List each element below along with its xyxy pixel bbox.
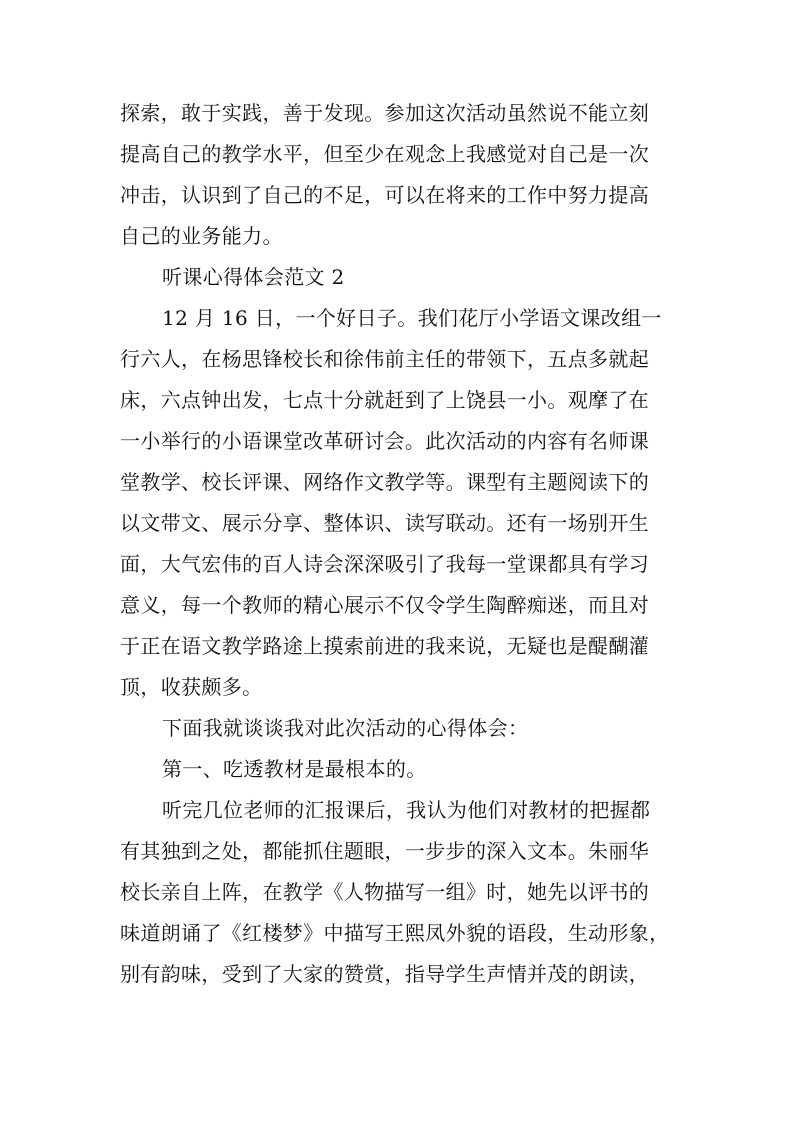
text-line: 床，六点钟出发，七点十分就赶到了上饶县一小。观摩了在	[120, 388, 650, 412]
text-line: 探索，敢于实践，善于发现。参加这次活动虽然说不能立刻	[120, 101, 650, 125]
document-body	[120, 93, 680, 995]
text-line: 意义，每一个教师的精心展示不仅令学生陶醉痴迷，而且对	[120, 593, 650, 617]
text-line: 别有韵味，受到了大家的赞赏，指导学生声情并茂的朗读，	[120, 962, 650, 986]
text-line: 有其独到之处，都能抓住题眼，一步步的深入文本。朱丽华	[120, 839, 650, 863]
text-line: 顶，收获颇多。	[120, 675, 263, 699]
text-line: 提高自己的教学水平，但至少在观念上我感觉对自己是一次	[120, 142, 650, 166]
text-line: 一小举行的小语课堂改革研讨会。此次活动的内容有名师课	[120, 429, 650, 453]
text-line: 冲击，认识到了自己的不足，可以在将来的工作中努力提高	[120, 183, 650, 207]
text-line: 下面我就谈谈我对此次活动的心得体会：	[162, 716, 529, 740]
subheading: 第一、吃透教材是最根本的。	[162, 757, 427, 781]
text-line: 面，大气宏伟的百人诗会深深吸引了我每一堂课都具有学习	[120, 552, 650, 576]
text-line: 以文带文、展示分享、整体识、读写联动。还有一场别开生	[120, 511, 650, 535]
section-heading: 听课心得体会范文 2	[162, 265, 345, 289]
text-line: 行六人，在杨思锋校长和徐伟前主任的带领下，五点多就起	[120, 347, 650, 371]
text-line: 堂教学、校长评课、网络作文教学等。课型有主题阅读下的	[120, 470, 650, 494]
text-line: 自己的业务能力。	[120, 224, 283, 248]
text-line: 听完几位老师的汇报课后，我认为他们对教材的把握都	[162, 798, 651, 822]
text-line: 12 月 16 日，一个好日子。我们花厅小学语文课改组一	[162, 306, 662, 330]
text-line: 味道朗诵了《红楼梦》中描写王熙凤外貌的语段，生动形象，	[120, 921, 670, 945]
text-line: 校长亲自上阵，在教学《人物描写一组》时，她先以评书的	[120, 880, 650, 904]
text-line: 于正在语文教学路途上摸索前进的我来说，无疑也是醍醐灌	[120, 634, 650, 658]
